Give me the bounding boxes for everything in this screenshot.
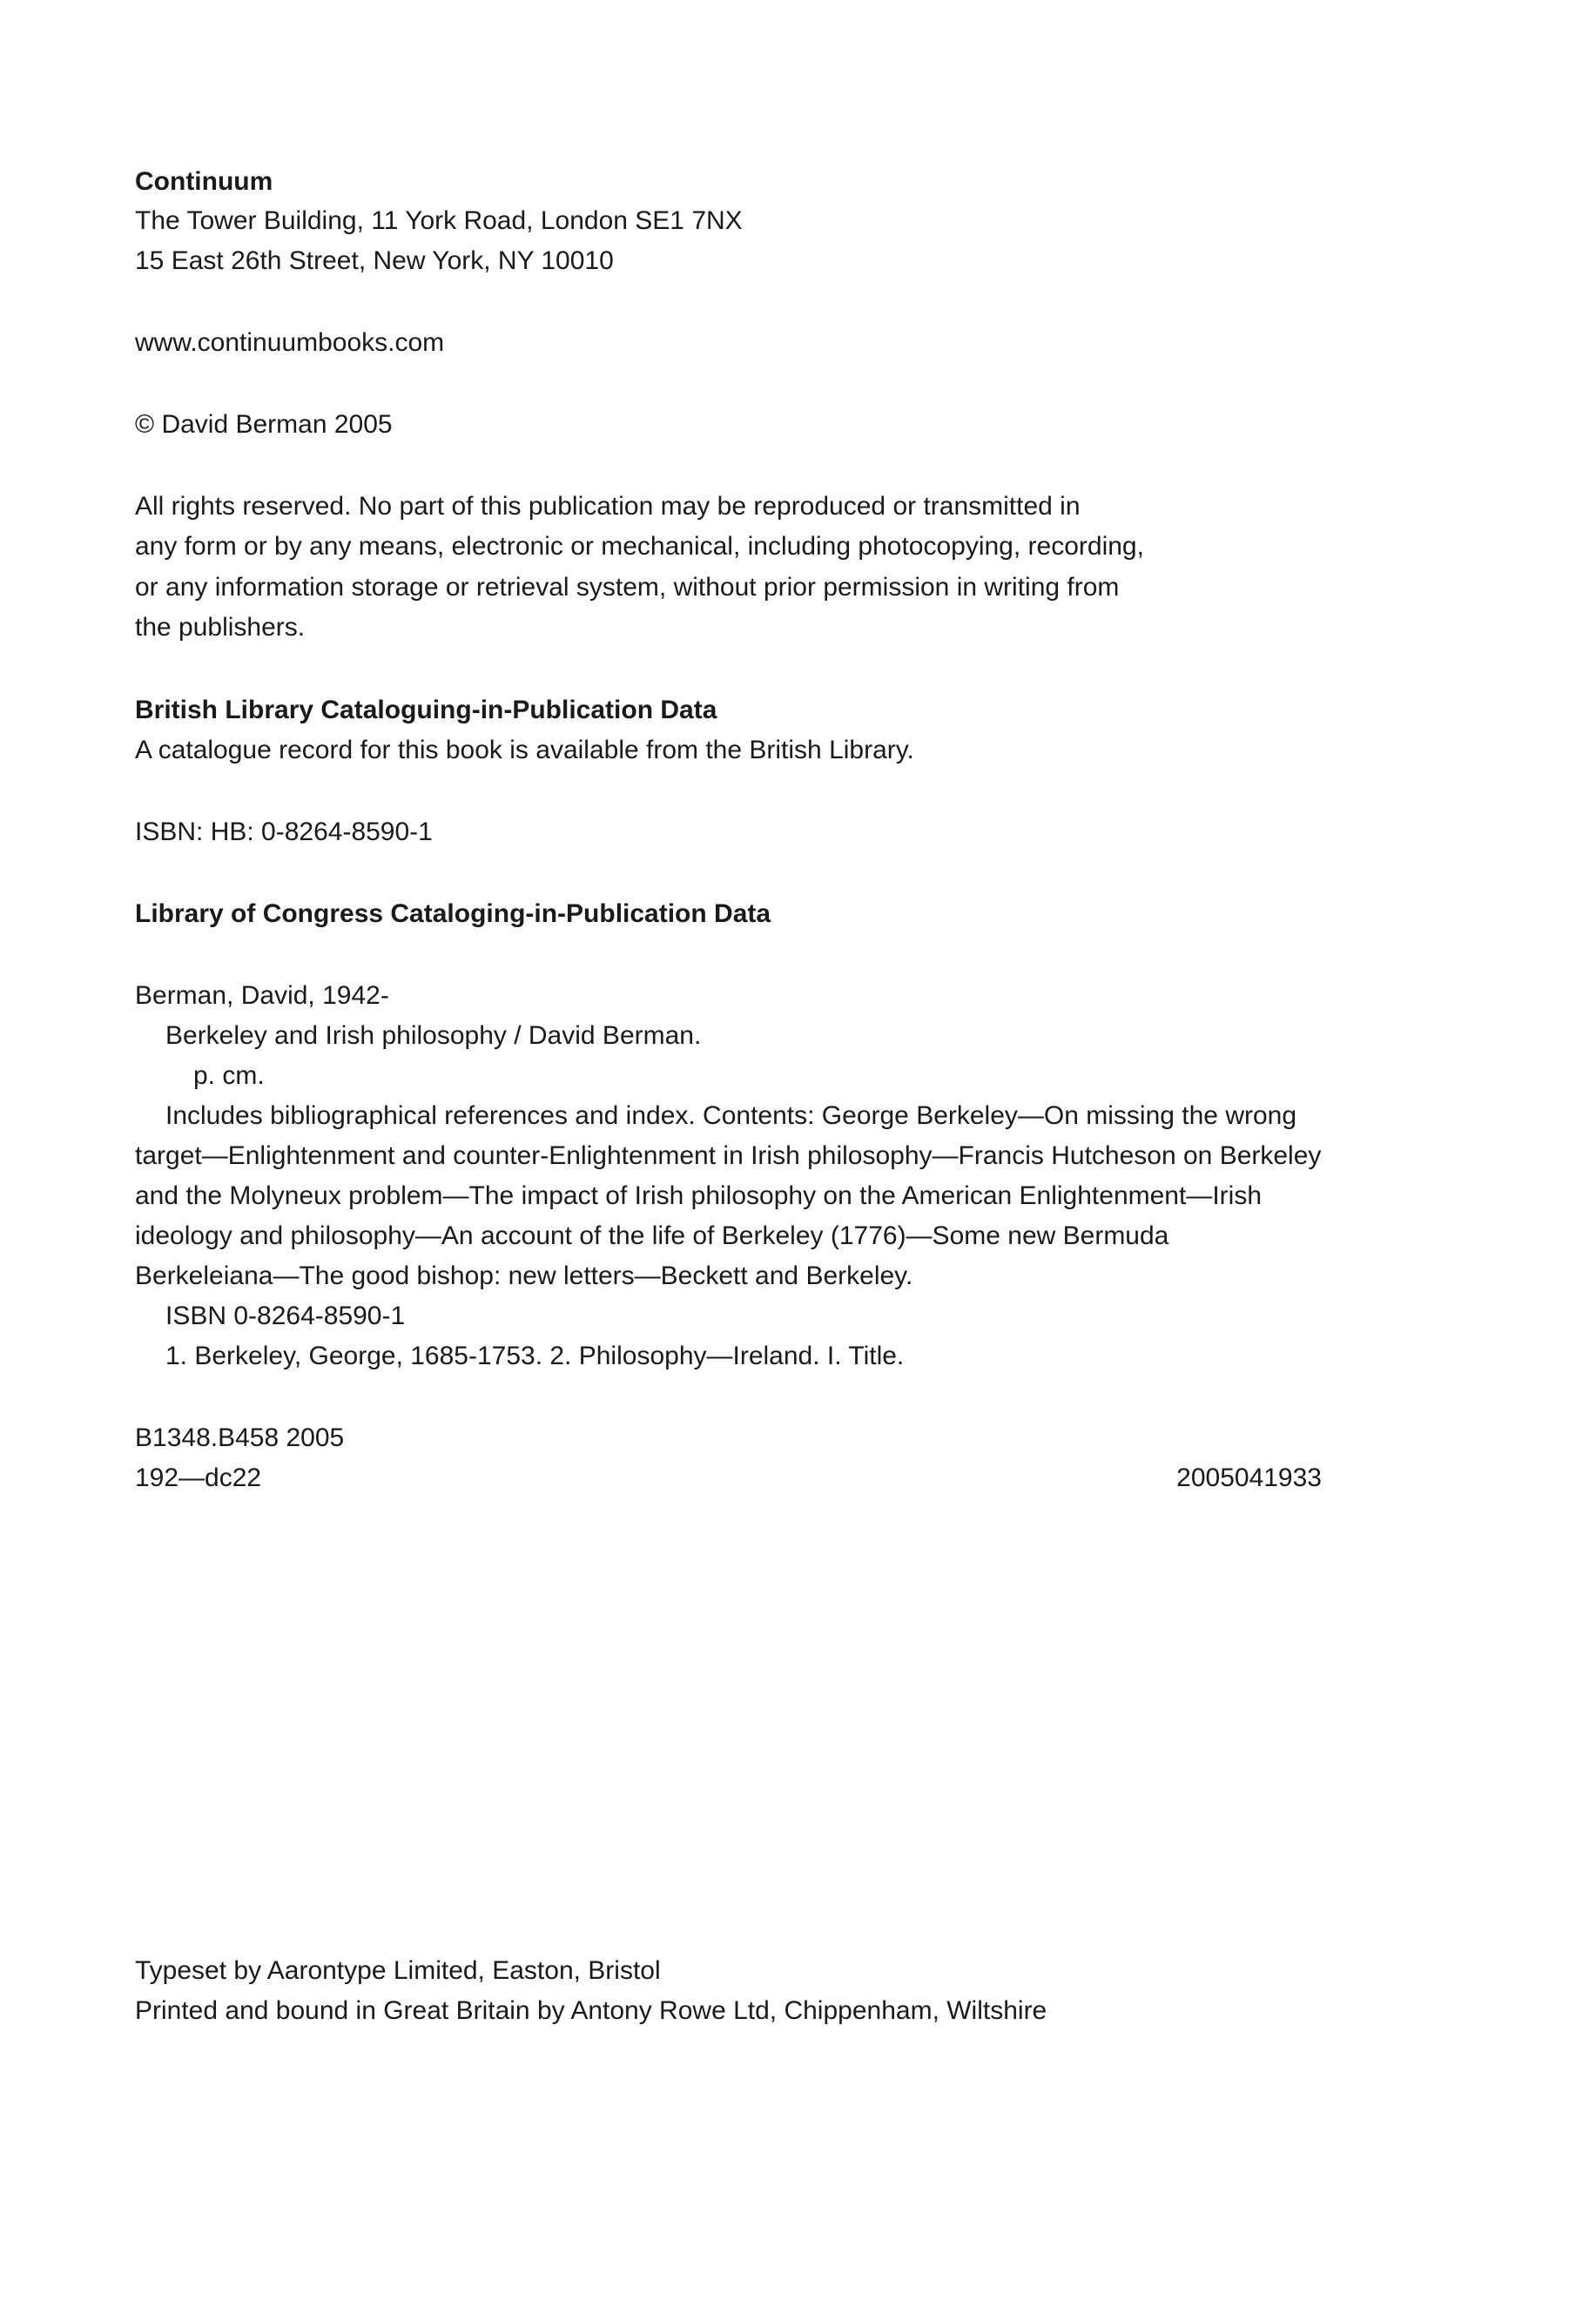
typeset-credit: Typeset by Aarontype Limited, Easton, Bristol [135, 1956, 661, 1985]
publisher-address-london: The Tower Building, 11 York Road, London SE1 7NX [135, 206, 743, 235]
rights-line: or any information storage or retrieval system, without prior permission in writing from [135, 573, 1120, 602]
rights-line: the publishers. [135, 613, 306, 642]
loc-call-number: B1348.B458 2005 [135, 1423, 345, 1452]
publisher-name: Continuum [135, 167, 273, 196]
loc-contents-line: Includes bibliographical references and index. Contents: George Berkeley—On missing the wrong [165, 1101, 1297, 1130]
loc-isbn: ISBN 0-8264-8590-1 [165, 1302, 406, 1330]
loc-pagination: p. cm. [193, 1061, 265, 1090]
loc-contents-line: target—Enlightenment and counter-Enlightenment in Irish philosophy—Francis Hutcheson on Berkeley [135, 1141, 1322, 1170]
british-library-text: A catalogue record for this book is available from the British Library. [135, 736, 914, 764]
loc-title-line: Berkeley and Irish philosophy / David Berman. [165, 1021, 702, 1050]
loc-heading: Library of Congress Cataloging-in-Publication Data [135, 899, 771, 928]
printing-credit: Printed and bound in Great Britain by Antony Rowe Ltd, Chippenham, Wiltshire [135, 1996, 1047, 2025]
loc-contents-line: ideology and philosophy—An account of the life of Berkeley (1776)—Some new Bermuda [135, 1221, 1169, 1250]
publisher-website: www.continuumbooks.com [135, 328, 445, 357]
loc-dewey: 192—dc22 [135, 1463, 262, 1492]
loc-subjects: 1. Berkeley, George, 1685-1753. 2. Philosophy—Ireland. I. Title. [165, 1342, 905, 1370]
british-library-heading: British Library Cataloguing-in-Publication Data [135, 696, 717, 724]
loc-lccn: 2005041933 [1176, 1463, 1322, 1492]
rights-line: All rights reserved. No part of this publication may be reproduced or transmitted in [135, 492, 1081, 521]
british-library-isbn: ISBN: HB: 0-8264-8590-1 [135, 817, 433, 846]
copyright-notice: © David Berman 2005 [135, 410, 393, 439]
publisher-address-newyork: 15 East 26th Street, New York, NY 10010 [135, 246, 614, 275]
loc-contents-line: Berkeleiana—The good bishop: new letters—Beckett and Berkeley. [135, 1262, 913, 1290]
loc-contents-line: and the Molyneux problem—The impact of Irish philosophy on the American Enlightenment—Irish [135, 1181, 1262, 1210]
rights-line: any form or by any means, electronic or mechanical, including photocopying, recording, [135, 532, 1144, 561]
loc-author: Berman, David, 1942- [135, 981, 389, 1010]
